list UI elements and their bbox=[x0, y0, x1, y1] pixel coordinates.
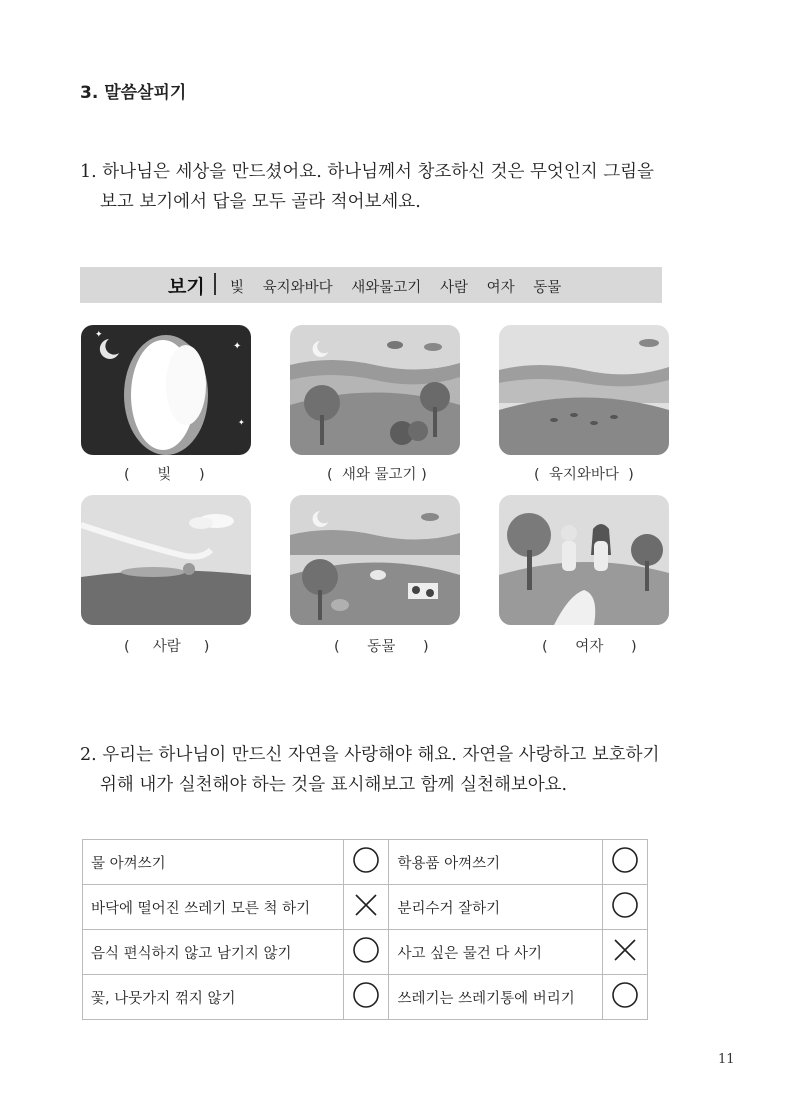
circle-mark-icon[interactable] bbox=[603, 975, 648, 1020]
man-lying-illustration bbox=[81, 495, 251, 625]
x-mark-icon[interactable] bbox=[344, 885, 389, 930]
question-2-line-2: 위해 내가 실천해야 하는 것을 표시해보고 함께 실천해보아요. bbox=[100, 775, 568, 795]
bogi-item: 빛 bbox=[230, 280, 245, 296]
picture-caption: ( 새와 물고기 ) bbox=[327, 467, 427, 483]
animals-illustration bbox=[290, 495, 460, 625]
bogi-item: 사람 bbox=[439, 280, 468, 296]
checklist-item: 물 아껴쓰기 bbox=[83, 840, 344, 885]
picture-caption: ( 사람 ) bbox=[124, 639, 210, 655]
picture-caption: ( 동물 ) bbox=[334, 639, 429, 655]
bogi-divider bbox=[214, 273, 216, 295]
checklist-item: 바닥에 떨어진 쓰레기 모른 척 하기 bbox=[83, 885, 344, 930]
svg-text:✦: ✦ bbox=[238, 418, 245, 427]
bogi-item: 동물 bbox=[533, 280, 562, 296]
checklist-item: 사고 싶은 물건 다 사기 bbox=[389, 930, 603, 975]
x-mark-icon[interactable] bbox=[603, 930, 648, 975]
circle-mark-icon[interactable] bbox=[344, 930, 389, 975]
svg-text:✦: ✦ bbox=[95, 330, 103, 340]
bogi-box bbox=[80, 267, 662, 303]
circle-mark-icon[interactable] bbox=[344, 840, 389, 885]
question-2 bbox=[80, 740, 760, 800]
circle-mark-icon[interactable] bbox=[603, 885, 648, 930]
table-row bbox=[83, 885, 648, 930]
picture-caption: ( 육지와바다 ) bbox=[534, 467, 634, 483]
circle-mark-icon[interactable] bbox=[603, 840, 648, 885]
bogi-items bbox=[230, 276, 573, 297]
bogi-item: 여자 bbox=[486, 280, 515, 296]
question-2-line-1: 2. 우리는 하나님이 만드신 자연을 사랑해야 해요. 자연을 사랑하고 보호하기 bbox=[80, 745, 660, 765]
table-row bbox=[83, 840, 648, 885]
birds-and-fish-illustration bbox=[290, 325, 460, 455]
checklist-item: 학용품 아껴쓰기 bbox=[389, 840, 603, 885]
night-light-illustration bbox=[81, 325, 251, 455]
table-row bbox=[83, 975, 648, 1020]
bogi-item: 육지와바다 bbox=[262, 280, 333, 296]
circle-mark-icon[interactable] bbox=[344, 975, 389, 1020]
svg-text:✦: ✦ bbox=[233, 341, 242, 352]
question-1-line-2: 보고 보기에서 답을 모두 골라 적어보세요. bbox=[100, 192, 421, 212]
land-and-sea-illustration bbox=[499, 325, 669, 455]
page-number: 11 bbox=[718, 1052, 735, 1067]
table-row bbox=[83, 930, 648, 975]
practice-checklist bbox=[82, 839, 648, 1020]
checklist-item: 꽃, 나뭇가지 꺾지 않기 bbox=[83, 975, 344, 1020]
checklist-item: 쓰레기는 쓰레기통에 버리기 bbox=[389, 975, 603, 1020]
checklist-item: 분리수거 잘하기 bbox=[389, 885, 603, 930]
section-title: 3. 말씀살피기 bbox=[80, 83, 187, 103]
bogi-item: 새와물고기 bbox=[351, 280, 422, 296]
question-1 bbox=[80, 157, 740, 217]
adam-and-eve-illustration bbox=[499, 495, 669, 625]
bogi-label: 보기 bbox=[168, 276, 205, 298]
question-1-line-1: 1. 하나님은 세상을 만드셨어요. 하나님께서 창조하신 것은 무엇인지 그림을 bbox=[80, 162, 654, 182]
checklist-item: 음식 편식하지 않고 남기지 않기 bbox=[83, 930, 344, 975]
picture-caption: ( 빛 ) bbox=[124, 467, 205, 483]
picture-caption: ( 여자 ) bbox=[542, 639, 637, 655]
